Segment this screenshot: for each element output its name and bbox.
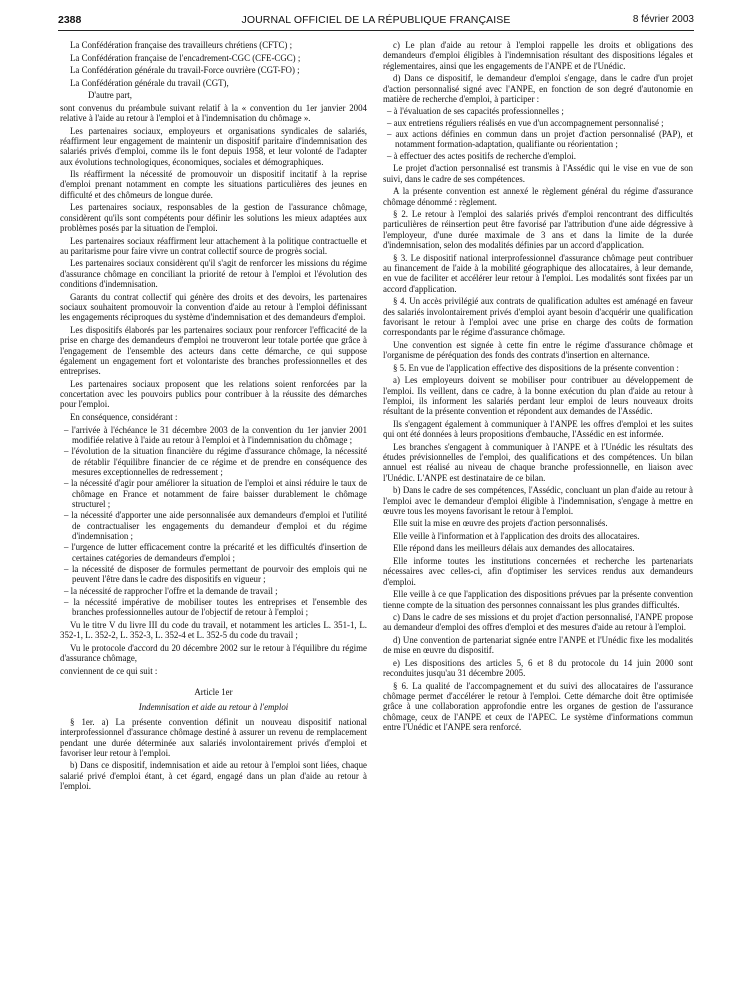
paragraph: b) Dans le cadre de ses compétences, l'Assédic, concluant un plan d'aide au retour à l'emploi avec le demandeur d'emploi éligible à l'indemnisation, s'engage à mettre en œuvre tous les moyens favorisant le retour à l'emploi.	[383, 485, 693, 516]
visa: Vu le titre V du livre III du code du travail, et notamment les articles L. 351-1, L. 352-1, L. 352-2, L. 352-3, L. 352-4 et L. 352-5 du code du travail ;	[60, 619, 367, 641]
list-item: – la nécessité d'apporter une aide personnalisée aux demandeurs d'emploi et l'utilité de contractualiser les engagements du demandeur d'emploi et du régime d'indemnisation ;	[60, 510, 367, 541]
paragraph: a) Les employeurs doivent se mobiliser pour contribuer au développement de l'emploi. Ils veillent, dans ce cadre, à la bonne exécution du plan d'aide au retour à l'emploi, ils informent les salariés perdant leur emploi de leurs nouveaux droits résultant de la présente convention et répondent aux demandes de l'Assédic.	[383, 375, 693, 417]
list-item: – à effectuer des actes positifs de recherche d'emploi.	[383, 151, 693, 161]
paragraph: Les partenaires sociaux proposent que les relations soient renforcées par la concertation avec les pouvoirs publics pour contribuer à la réussite des démarches pour l'emploi.	[60, 378, 367, 410]
paragraph: Une convention est signée à cette fin entre le régime d'assurance chômage et l'organisme de péréquation des fonds des contrats d'insertion en alternance.	[383, 339, 693, 361]
org-line: La Confédération générale du travail (CGT),	[70, 77, 229, 88]
paragraph: Les partenaires sociaux, responsables de la gestion de l'assurance chômage, considèrent qu'ils sont compétents pour définir les solutions les mieux adaptées aux problèmes posés par la situation de l'emploi.	[60, 202, 367, 233]
section-3: § 3. Le dispositif national interprofessionnel d'assurance chômage peut contribuer au financement de l'aide à la mobilité géographique des allocataires, à leur demande, en vue de faciliter et accélérer leur retour à l'emploi. Les modalités sont fixées par un accord d'application.	[383, 252, 693, 294]
list-item: – à l'évaluation de ses capacités professionnelles ;	[383, 106, 693, 116]
paragraph: Les partenaires sociaux réaffirment leur attachement à la politique contractuelle et au paritarisme pour faire vivre un contrat collectif source de progrès social.	[60, 235, 367, 256]
agreed-preamble: sont convenus du préambule suivant relatif à la « convention du 1er janvier 2004 relative à l'aide au retour à l'emploi et à l'indemnisation du chômage ».	[60, 102, 367, 123]
agree-as-follows: conviennent de ce qui suit :	[60, 665, 158, 676]
publication-date: 8 février 2003	[632, 14, 694, 25]
article-title: Article 1er	[194, 687, 233, 698]
right-column	[383, 40, 693, 735]
article-subtitle: Indemnisation et aide au retour à l'emploi	[138, 701, 289, 712]
paragraph: Elle veille à l'information et à l'application des droits des allocataires.	[393, 530, 640, 541]
section-6: § 6. La qualité de l'accompagnement et du suivi des allocataires de l'assurance chômage permet d'accélérer le retour à l'emploi. Cette démarche doit être optimisée grâce à une collaboration approfondie entre les organes de gestion de l'assurance chômage, ceux de l'ANPE et ceux de l'APEC. Le système d'informations commun entre l'Unédic et l'ANPE sera renforcé.	[383, 680, 693, 733]
paragraph: d) Une convention de partenariat signée entre l'ANPE et l'Unédic fixe les modalités de mise en œuvre du dispositif.	[383, 634, 693, 656]
paragraph: Le projet d'action personnalisé est transmis à l'Assédic qui le vise en vue de son suivi, dans le cadre de ses compétences.	[383, 163, 693, 184]
other-part: D'autre part,	[88, 90, 132, 101]
paragraph: Elle suit la mise en œuvre des projets d'action personnalisés.	[393, 518, 608, 529]
list-item: – la nécessité de disposer de formules permettant de pourvoir des emplois qui ne peuvent l'être dans le cadre des dispositifs en vigueur ;	[60, 564, 367, 585]
paragraph: b) Dans ce dispositif, indemnisation et aide au retour à l'emploi sont liées, chaque salarié privé d'emploi étant, à cet égard, engagé dans un plan d'aide au retour à l'emploi.	[60, 760, 367, 792]
list-item: – l'urgence de lutter efficacement contre la précarité et les difficultés d'insertion de certaines catégories de demandeurs d'emploi ;	[60, 542, 367, 563]
paragraph: Ils réaffirment la nécessité de promouvoir un dispositif incitatif à la reprise d'emploi prenant notamment en compte les situations particulières des jeunes en difficulté et des chômeurs de longue durée.	[60, 169, 367, 200]
paragraph: Elle veille à ce que l'application des dispositions prévues par la présente convention tienne compte de la situation des personnes connaissant les plus grandes difficultés.	[383, 589, 693, 610]
list-item: – aux entretiens réguliers réalisés en vue d'un accompagnement personnalisé ;	[383, 118, 693, 128]
list-item: – aux actions définies en commun dans un projet d'action personnalisé (PAP), et notamment formation-adaptation, qualifiante ou réorientation ;	[383, 129, 693, 150]
paragraph: § 1er. a) La présente convention définit un nouveau dispositif national interprofessionnel d'assurance chômage destiné à assurer un revenu de remplacement pendant une durée déterminée aux salariés involontairement privés d'emploi et favoriser leur retour à l'emploi.	[60, 716, 367, 758]
org-line: La Confédération générale du travail-Force ouvrière (CGT-FO) ;	[70, 65, 300, 76]
org-line: La Confédération française de l'encadrement-CGC (CFE-CGC) ;	[70, 52, 301, 63]
list-item: – la nécessité de rapprocher l'offre et la demande de travail ;	[60, 586, 367, 596]
commitments-list	[383, 106, 693, 161]
paragraph: Ils s'engagent également à communiquer à l'ANPE les offres d'emploi et les suites qui ont été données à leurs propositions d'embauche, l'Assédic en est informée.	[383, 418, 693, 440]
visa: Vu le protocole d'accord du 20 décembre 2002 sur le retour à l'équilibre du régime d'assurance chômage,	[60, 642, 367, 664]
paragraph: A la présente convention est annexé le règlement général du régime d'assurance chômage dénommé : règlement.	[383, 186, 693, 207]
considerations-list	[60, 425, 367, 618]
org-line: La Confédération française des travailleurs chrétiens (CFTC) ;	[70, 40, 293, 50]
paragraph: Garants du contrat collectif qui génère des droits et des devoirs, les partenaires sociaux souhaitent promouvoir la convention d'aide au retour à l'emploi définissant les engagements réciproques du système d'indemnisation et des demandeurs d'emploi.	[60, 291, 367, 323]
header-rule	[58, 30, 694, 31]
section-4: § 4. Un accès privilégié aux contrats de qualification adultes est aménagé en faveur des salariés involontairement privés d'emploi ayant besoin d'acquérir une qualification favorisant le retour à l'emploi avec une prise en charge des coûts de formation correspondants par le régime d'assurance chômage.	[383, 296, 693, 338]
paragraph: d) Dans ce dispositif, le demandeur d'emploi s'engage, dans le cadre d'un projet d'action personnalisé signé avec l'ANPE, en fonction de son degré d'autonomie en matière de recherche d'emploi, à participer :	[383, 73, 693, 104]
left-column	[60, 40, 367, 794]
section-5: § 5. En vue de l'application effective des dispositions de la présente convention :	[393, 362, 679, 373]
paragraph: Les branches s'engagent à communiquer à l'ANPE et à l'Unédic les résultats des études prévisionnelles de l'emploi, des qualifications et des compétences. Un bilan annuel est réalisé au niveau de chaque branche professionnelle, en liaison avec l'Unédic. L'ANPE est destinataire de ce bilan.	[383, 441, 693, 483]
list-item: – la nécessité d'agir pour améliorer la situation de l'emploi et ainsi réduire le taux de chômage en France et notamment de faire baisser durablement le chômage structurel ;	[60, 478, 367, 509]
list-item: – l'évolution de la situation financière du régime d'assurance chômage, la nécessité de rétablir l'équilibre financier de ce régime et de prendre en conséquence des mesures exceptionnelles de redressement ;	[60, 446, 367, 477]
consequently: En conséquence, considérant :	[70, 411, 178, 422]
section-2: § 2. Le retour à l'emploi des salariés privés d'emploi rencontrant des difficultés particulières de réinsertion peut être favorisé par l'attribution d'une aide dégressive à l'employeur, d'une durée maximale de 3 ans et dans la limite de la durée d'indemnisation, selon des modalités définies par un accord d'application.	[383, 209, 693, 251]
list-item: – l'arrivée à l'échéance le 31 décembre 2003 de la convention du 1er janvier 2001 modifiée relative à l'aide au retour à l'emploi et à l'indemnisation du chômage ;	[60, 425, 367, 446]
paragraph: Les dispositifs élaborés par les partenaires sociaux pour renforcer l'efficacité de la prise en charge des demandeurs d'emploi ne trouveront leur totale portée que grâce à l'engagement de l'ensemble des acteurs dans cette démarche, ce qui suppose également un engagement fort et volontariste des branches professionnelles et des entreprises.	[60, 324, 367, 377]
paragraph: c) Le plan d'aide au retour à l'emploi rappelle les droits et obligations des demandeurs d'emploi éligibles à l'indemnisation résultant des dispositions légales et réglementaires, ainsi que les engagements de l'ANPE et de l'Unédic.	[383, 40, 693, 71]
list-item: – la nécessité impérative de mobiliser toutes les entreprises et l'ensemble des branches professionnelles autour de l'objectif de retour à l'emploi ;	[60, 597, 367, 618]
paragraph: Les partenaires sociaux considèrent qu'il s'agit de renforcer les missions du régime d'assurance chômage en conciliant la priorité de retour à l'emploi et l'évolution des conditions d'indemnisation.	[60, 258, 367, 290]
page-number: 2388	[58, 14, 82, 26]
paragraph: Les partenaires sociaux, employeurs et organisations syndicales de salariés, réaffirment leur engagement de maintenir un dispositif paritaire d'indemnisation des salariés privés d'emploi, comme ils le font depuis 1958, et leur volonté de l'adapter aux évolutions technologiques, économiques, sociales et démographiques.	[60, 125, 367, 167]
paragraph: Elle répond dans les meilleurs délais aux demandes des allocataires.	[393, 543, 635, 554]
page-header	[58, 10, 694, 26]
journal-title: JOURNAL OFFICIEL DE LA RÉPUBLIQUE FRANÇAISE	[241, 14, 511, 26]
paragraph: c) Dans le cadre de ses missions et du projet d'action personnalisé, l'ANPE propose au demandeur d'emploi des offres d'emploi et des mesures d'aide au retour à l'emploi.	[383, 612, 693, 633]
paragraph: Elle informe toutes les institutions concernées et recherche les partenariats nécessaires avec celles-ci, afin d'optimiser les services rendus aux demandeurs d'emploi.	[383, 556, 693, 587]
paragraph: e) Les dispositions des articles 5, 6 et 8 du protocole du 14 juin 2000 sont reconduites jusqu'au 31 décembre 2005.	[383, 657, 693, 679]
